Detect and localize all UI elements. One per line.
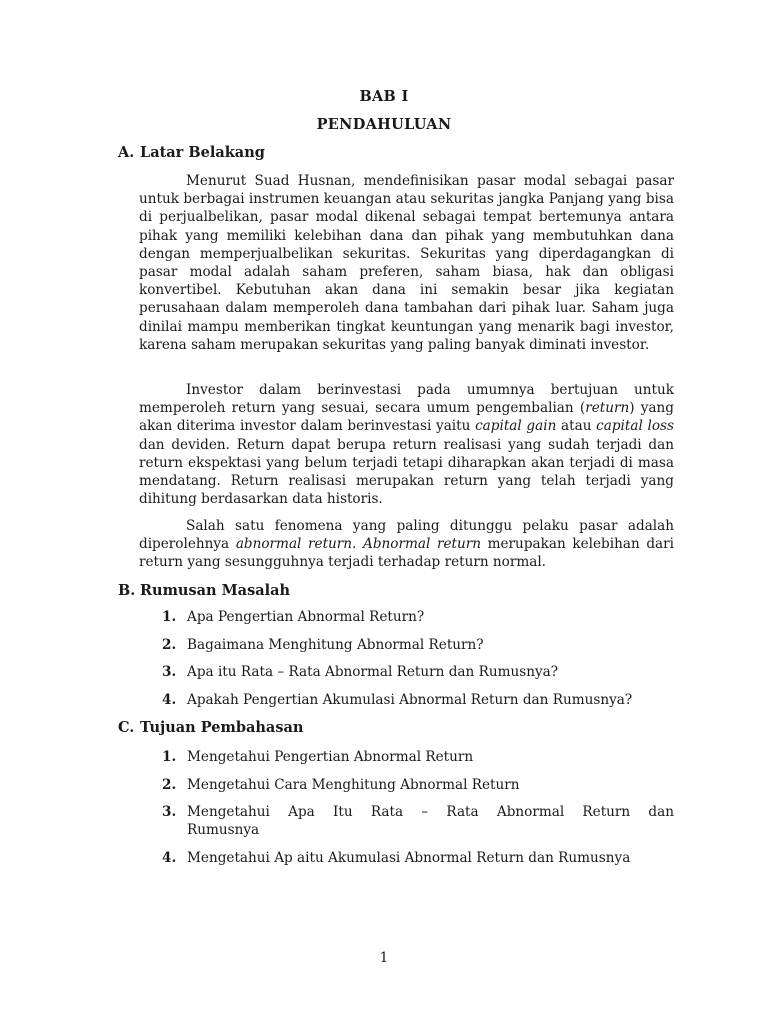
list-number: 4.	[162, 850, 177, 866]
section-c-heading	[118, 719, 303, 736]
list-number: 3.	[162, 804, 177, 820]
section-letter: C.	[118, 719, 135, 736]
text-run: ) yang akan diterima investor dalam berinvestasi yaitu	[139, 400, 674, 435]
list-item	[162, 748, 674, 766]
list-item	[162, 803, 674, 839]
list-text: Bagaimana Menghitung Abnormal Return?	[187, 637, 484, 653]
section-letter: A.	[118, 144, 135, 161]
section-a-heading	[118, 144, 265, 161]
list-text: Mengetahui Ap aitu Akumulasi Abnormal Return dan Rumusnya	[187, 850, 631, 866]
list-text-line: Mengetahui Apa Itu Rata – Rata Abnormal Return dan	[187, 804, 674, 820]
list-item	[162, 636, 674, 654]
list-text-line: Rumusnya	[187, 822, 260, 839]
list-number: 2.	[162, 637, 177, 653]
paragraph-text	[139, 381, 674, 508]
list-number: 1.	[162, 749, 177, 765]
list-text: Apakah Pengertian Akumulasi Abnormal Return dan Rumusnya?	[187, 692, 633, 708]
chapter-title: PENDAHULUAN	[316, 116, 452, 133]
list-number: 4.	[162, 692, 177, 708]
list-number: 3.	[162, 664, 177, 680]
list-number: 1.	[162, 609, 177, 625]
paragraph-3	[139, 517, 674, 572]
list-item	[162, 663, 674, 681]
paragraph-1	[139, 172, 674, 354]
chapter-number: BAB I	[359, 88, 409, 105]
italic-term: abnormal return. Abnormal return	[235, 536, 481, 553]
paragraph-2	[139, 381, 674, 508]
text-run: atau	[556, 418, 597, 435]
text-run: dan deviden. Return dapat berupa return realisasi yang sudah terjadi dan return ekspektasi yang belum terjadi tetapi diharapkan akan terjadi di masa mendatang. Return realisasi merupakan return yang telah terjadi yang dihitung berdasarkan data historis.	[139, 436, 674, 508]
list-item	[162, 691, 674, 709]
list-item	[162, 608, 674, 626]
section-letter: B.	[118, 582, 136, 599]
text-run: merupakan kelebihan dari return yang sesungguhnya terjadi terhadap return normal.	[139, 536, 674, 571]
paragraph-text	[139, 517, 674, 572]
list-text: Mengetahui Pengertian Abnormal Return	[187, 749, 474, 765]
list-text: Apa itu Rata – Rata Abnormal Return dan Rumusnya?	[187, 664, 559, 680]
text-run: Investor dalam berinvestasi pada umumnya bertujuan untuk memperoleh return yang sesuai, secara umum pengembalian (	[139, 382, 674, 417]
list-number: 2.	[162, 777, 177, 793]
paragraph-text: Menurut Suad Husnan, mendefinisikan pasar modal sebagai pasar untuk berbagai instrumen keuangan atau sekuritas jangka Panjang yang bisa di perjualbelikan, pasar modal dikenal sebagai tempat bertemunya antara pihak yang memiliki kelebihan dana dan pihak yang membutuhkan dana dengan memperjualbelikan sekuritas. Sekuritas yang diperdagangkan di pasar modal adalah saham preferen, saham biasa, hak dan obligasi konvertibel. Kebutuhan akan dana ini semakin besar jika kegiatan perusahaan dalam memperoleh dana tambahan dari pihak luar. Saham juga dinilai mampu memberikan tingkat keuntungan yang menarik bagi investor, karena saham merupakan sekuritas yang paling banyak diminati investor.	[139, 173, 674, 353]
list-item	[162, 849, 674, 867]
italic-term: capital loss	[596, 418, 674, 435]
section-title: Rumusan Masalah	[140, 582, 291, 599]
text-run: Salah satu fenomena yang paling ditunggu pelaku pasar adalah diperolehnya	[139, 518, 674, 553]
list-text: Apa Pengertian Abnormal Return?	[187, 609, 425, 625]
page-number: 1	[379, 950, 389, 966]
section-title: Latar Belakang	[140, 144, 265, 161]
italic-term: capital gain	[475, 418, 557, 435]
section-title: Tujuan Pembahasan	[140, 719, 304, 736]
list-text: Mengetahui Cara Menghitung Abnormal Return	[187, 777, 520, 793]
section-b-heading	[118, 582, 290, 599]
italic-term: return	[585, 400, 630, 417]
list-item	[162, 776, 674, 794]
